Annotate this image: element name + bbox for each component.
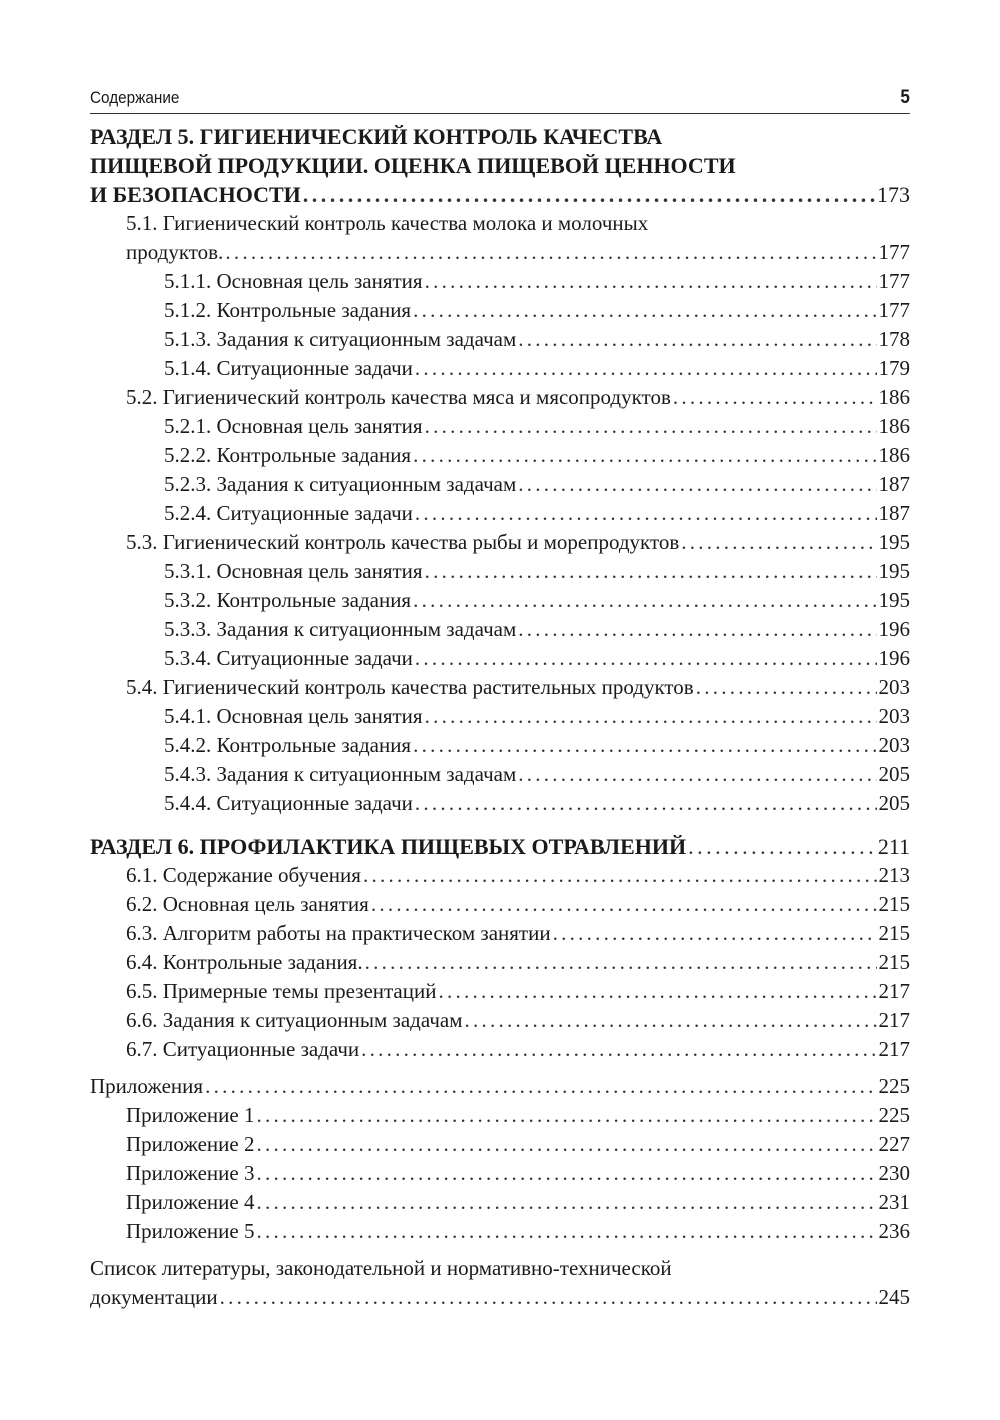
toc-entry-5-4-2[interactable]: 5.4.2. Контрольные задания . . . 203	[90, 731, 910, 760]
toc-entry-5-4-3[interactable]: 5.4.3. Задания к ситуационным задачам . . . 205	[90, 760, 910, 789]
toc-entry-5-1-3[interactable]: 5.1.3. Задания к ситуационным задачам . . . 178	[90, 325, 910, 354]
page-ref: 231	[878, 1190, 910, 1214]
leader-dots	[361, 1035, 876, 1064]
leader-dots	[303, 180, 875, 209]
leader-dots	[553, 919, 877, 948]
toc-entry-5-1-2[interactable]: 5.1.2. Контрольные задания . . . 177	[90, 296, 910, 325]
table-of-contents	[90, 122, 910, 1312]
page-ref: 230	[878, 1161, 910, 1185]
toc-entry-5-2[interactable]: 5.2. Гигиенический контроль качества мяса и мясопродуктов . . . 186	[90, 383, 910, 412]
page-ref: 187	[878, 501, 910, 525]
page-ref: 245	[878, 1285, 910, 1309]
page-ref: 203	[878, 733, 910, 757]
page-ref: 205	[878, 762, 910, 786]
page-ref: 196	[878, 617, 910, 641]
leader-dots	[681, 528, 876, 557]
page-ref: 211	[877, 834, 910, 859]
toc-entry-appendix-1[interactable]: Приложение 1 . . . 225	[90, 1101, 910, 1130]
leader-dots	[415, 499, 877, 528]
page-ref: 203	[878, 675, 910, 699]
page-ref: 225	[878, 1074, 910, 1098]
toc-entry-bibliography[interactable]: Список литературы, законодательной и нормативно-технической документации . . . 245	[90, 1254, 910, 1312]
toc-entry-6-4[interactable]: 6.4. Контрольные задания. . . . 215	[90, 948, 910, 977]
toc-entry-appendix-2[interactable]: Приложение 2 . . . 227	[90, 1130, 910, 1159]
leader-dots	[518, 325, 876, 354]
leader-dots	[413, 731, 876, 760]
leader-dots	[673, 383, 877, 412]
leader-dots	[425, 267, 877, 296]
toc-entry-6-7[interactable]: 6.7. Ситуационные задачи . . . 217	[90, 1035, 910, 1064]
leader-dots	[225, 238, 876, 267]
running-header	[90, 86, 910, 114]
page-ref: 225	[878, 1103, 910, 1127]
page-ref: 215	[878, 921, 910, 945]
toc-entry-6-3[interactable]: 6.3. Алгоритм работы на практическом занятии . . . 215	[90, 919, 910, 948]
leader-dots	[688, 832, 876, 861]
leader-dots	[415, 789, 877, 818]
leader-dots	[518, 615, 876, 644]
page-ref: 173	[877, 182, 910, 207]
toc-entry-6-5[interactable]: 6.5. Примерные темы презентаций . . . 217	[90, 977, 910, 1006]
page-ref: 203	[878, 704, 910, 728]
toc-entry-5-2-2[interactable]: 5.2.2. Контрольные задания . . . 186	[90, 441, 910, 470]
leader-dots	[220, 1283, 877, 1312]
leader-dots	[413, 441, 876, 470]
page-ref: 236	[878, 1219, 910, 1243]
leader-dots	[425, 557, 877, 586]
page-ref: 186	[878, 443, 910, 467]
leader-dots	[415, 644, 877, 673]
running-header-title: Содержание	[90, 88, 180, 107]
page-ref: 227	[878, 1132, 910, 1156]
section-5-title[interactable]: РАЗДЕЛ 5. ГИГИЕНИЧЕСКИЙ КОНТРОЛЬ КАЧЕСТВА ПИЩЕВОЙ ПРОДУКЦИИ. ОЦЕНКА ПИЩЕВОЙ ЦЕННОСТИ И БЕЗОПАСНОСТИ . . . 173	[90, 122, 910, 209]
toc-page	[90, 86, 910, 1312]
page-ref: 186	[878, 385, 910, 409]
toc-entry-5-2-1[interactable]: 5.2.1. Основная цель занятия . . . 186	[90, 412, 910, 441]
toc-entry-5-3-3[interactable]: 5.3.3. Задания к ситуационным задачам . . . 196	[90, 615, 910, 644]
toc-entry-appendices[interactable]: Приложения . . . 225	[90, 1072, 910, 1101]
toc-entry-5-1[interactable]: 5.1. Гигиенический контроль качества молока и молочных продуктов. . . . 177	[90, 209, 910, 267]
leader-dots	[363, 861, 877, 890]
leader-dots	[205, 1072, 876, 1101]
toc-entry-appendix-3[interactable]: Приложение 3 . . . 230	[90, 1159, 910, 1188]
page-ref: 177	[878, 269, 910, 293]
leader-dots	[413, 296, 876, 325]
toc-entry-6-6[interactable]: 6.6. Задания к ситуационным задачам . . . 217	[90, 1006, 910, 1035]
toc-entry-5-2-3[interactable]: 5.2.3. Задания к ситуационным задачам . . . 187	[90, 470, 910, 499]
leader-dots	[518, 760, 876, 789]
toc-entry-5-3-1[interactable]: 5.3.1. Основная цель занятия . . . 195	[90, 557, 910, 586]
page-number: 5	[900, 87, 910, 108]
leader-dots	[371, 890, 877, 919]
leader-dots	[365, 948, 877, 977]
page-ref: 186	[878, 414, 910, 438]
leader-dots	[256, 1188, 876, 1217]
toc-entry-5-4-1[interactable]: 5.4.1. Основная цель занятия . . . 203	[90, 702, 910, 731]
toc-entry-6-2[interactable]: 6.2. Основная цель занятия . . . 215	[90, 890, 910, 919]
page-ref: 177	[878, 240, 910, 264]
page-ref: 215	[878, 950, 910, 974]
toc-entry-5-1-4[interactable]: 5.1.4. Ситуационные задачи . . . 179	[90, 354, 910, 383]
page-ref: 217	[878, 979, 910, 1003]
toc-entry-5-2-4[interactable]: 5.2.4. Ситуационные задачи . . . 187	[90, 499, 910, 528]
page-ref: 195	[878, 588, 910, 612]
leader-dots	[413, 586, 876, 615]
toc-entry-appendix-5[interactable]: Приложение 5 . . . 236	[90, 1217, 910, 1246]
section-6-title[interactable]: РАЗДЕЛ 6. ПРОФИЛАКТИКА ПИЩЕВЫХ ОТРАВЛЕНИЙ . . . 211	[90, 832, 910, 861]
toc-entry-5-3[interactable]: 5.3. Гигиенический контроль качества рыбы и морепродуктов . . . 195	[90, 528, 910, 557]
page-ref: 177	[878, 298, 910, 322]
leader-dots	[425, 702, 877, 731]
page-ref: 178	[878, 327, 910, 351]
page-ref: 179	[878, 356, 910, 380]
leader-dots	[256, 1130, 876, 1159]
page-ref: 187	[878, 472, 910, 496]
toc-entry-appendix-4[interactable]: Приложение 4 . . . 231	[90, 1188, 910, 1217]
page-ref: 217	[878, 1037, 910, 1061]
page-ref: 195	[878, 559, 910, 583]
toc-entry-5-3-2[interactable]: 5.3.2. Контрольные задания . . . 195	[90, 586, 910, 615]
page-ref: 196	[878, 646, 910, 670]
toc-entry-5-3-4[interactable]: 5.3.4. Ситуационные задачи . . . 196	[90, 644, 910, 673]
leader-dots	[256, 1101, 876, 1130]
page-ref: 195	[878, 530, 910, 554]
toc-entry-5-4[interactable]: 5.4. Гигиенический контроль качества растительных продуктов . . . 203	[90, 673, 910, 702]
page-ref: 215	[878, 892, 910, 916]
leader-dots	[696, 673, 877, 702]
page-ref: 213	[878, 863, 910, 887]
leader-dots	[518, 470, 876, 499]
leader-dots	[256, 1217, 876, 1246]
toc-entry-5-1-1[interactable]: 5.1.1. Основная цель занятия . . . 177	[90, 267, 910, 296]
leader-dots	[415, 354, 877, 383]
leader-dots	[425, 412, 877, 441]
page-ref: 217	[878, 1008, 910, 1032]
page-ref: 205	[878, 791, 910, 815]
leader-dots	[256, 1159, 876, 1188]
leader-dots	[465, 1006, 877, 1035]
leader-dots	[438, 977, 876, 1006]
toc-entry-6-1[interactable]: 6.1. Содержание обучения . . . 213	[90, 861, 910, 890]
toc-entry-5-4-4[interactable]: 5.4.4. Ситуационные задачи . . . 205	[90, 789, 910, 818]
